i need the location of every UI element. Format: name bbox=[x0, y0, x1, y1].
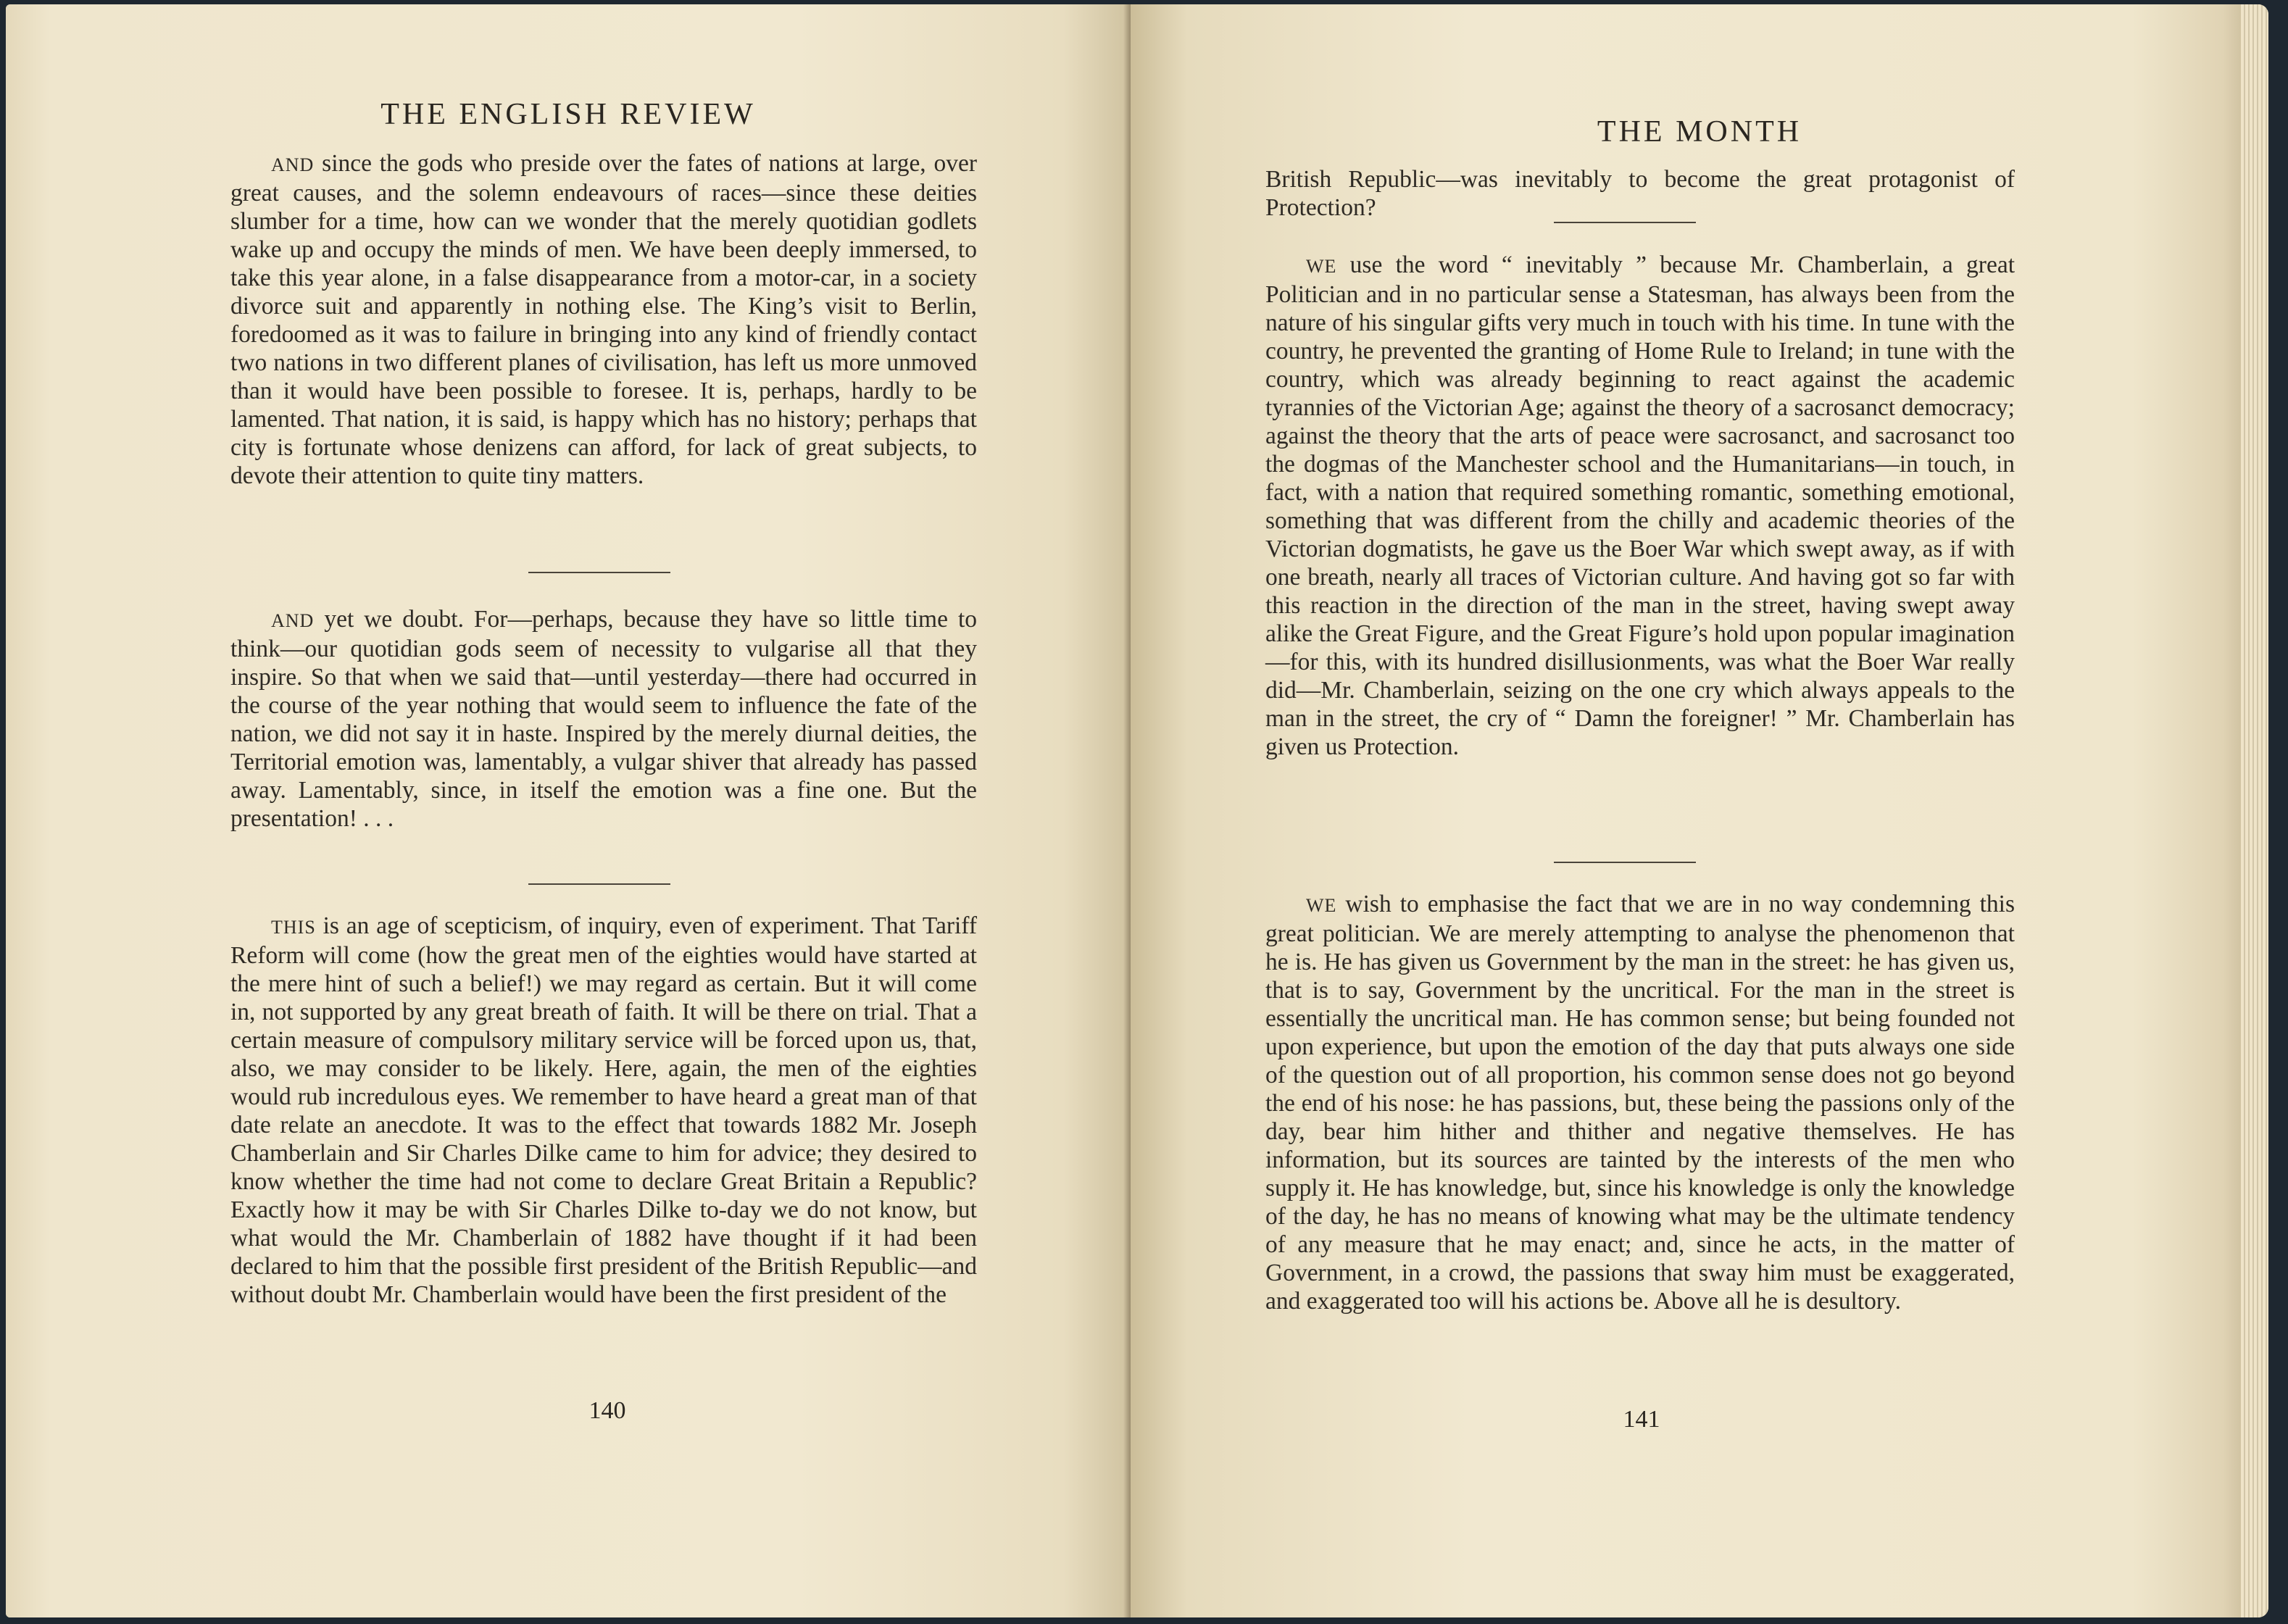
right-page bbox=[1131, 4, 2268, 1617]
page-number: 140 bbox=[588, 1397, 626, 1424]
section-divider bbox=[1554, 222, 1696, 223]
continuation-text bbox=[1265, 165, 2015, 222]
lead-smallcaps: AND bbox=[271, 610, 315, 631]
paragraph bbox=[230, 912, 977, 1309]
paragraph bbox=[230, 605, 977, 833]
paragraph-text: is an age of scepticism, of inquiry, even of experiment. That Tariff Reform will come (how the great men of the eighties would have started at the mere hint of such a belief!) we may regard as certain. But it will come in, not supported by any great breath of faith. It will be there on trial. That a certain measure of compulsory military service will be forced upon us, that, also, we may consider to be likely. Here, again, the men of the eighties would rub incredulous eyes. We remember to have heard a great man of that date relate an anecdote. It was to the effect that towards 1882 Mr. Joseph Chamberlain and Sir Charles Dilke came to him for advice; they desired to know whether the time had not come to declare Great Britain a Republic? Exactly how it may be with Sir Charles Dilke to-day we do not know, but what would the Mr. Chamberlain of 1882 have thought if it had been declared to him that the possible first president of the British Republic—and without doubt Mr. Chamberlain would have been the first president of the bbox=[230, 912, 978, 1308]
left-page bbox=[6, 4, 1131, 1617]
running-head: THE MONTH bbox=[1597, 115, 1802, 149]
paragraph-text: British Republic—was inevitably to become the great protagonist of Protection? bbox=[1265, 166, 2015, 221]
lead-smallcaps: WE bbox=[1306, 256, 1337, 277]
paragraph-text: yet we doubt. For—perhaps, because they have so little time to think—our quotidian gods seem of necessity to vulgarise all that they inspire. So that when we said that—until yesterday—there had occurred in the course of the year nothing that would seem to influence the fate of the nation, we did not say it in haste. Inspired by the merely diurnal deities, the Territorial emotion was, lamentably, a vulgar shiver that already has passed away. Lamentably, since, in itself the emotion was a fine one. But the presentation! . . . bbox=[230, 606, 978, 832]
section-divider bbox=[528, 883, 670, 885]
running-head: THE ENGLISH REVIEW bbox=[380, 98, 756, 131]
lead-smallcaps: AND bbox=[271, 154, 315, 175]
paragraph bbox=[230, 149, 977, 490]
paragraph-text: wish to emphasise the fact that we are in no way condemning this great politician. We are merely attempting to analyse the phenomenon that he is. He has given us Government by the man in the street: he has given us, that is to say, Government by the uncritical. For the man in the street is essentially the uncritical man. He has common sense; but being founded not upon experience, but upon the emotion of the day that puts always one side of the question out of all proportion, his common sense does not go beyond the end of his nose: he has passions, but, these being the passions only of the day, bear him hither and thither and negative themselves. He has information, but its sources are tainted by the interests of the men who supply it. He has knowledge, but, since his knowledge is only the knowledge of the day, he has no means of knowing what may be the ultimate tendency of any measure that he may enact; and, since he acts, in the matter of Government, in a crowd, the passions that sway him must be exaggerated, and exaggerated too will his actions be. Above all he is desultory. bbox=[1265, 891, 2015, 1315]
paragraph-text: since the gods who preside over the fates of nations at large, over great causes, and the solemn endeavours of races—since these deities slumber for a time, how can we wonder that the merely quotidian godlets wake up and occupy the minds of men. We have been deeply immersed, to take this year alone, in a false disappearance from a motor-car, in a society divorce suit and apparently in nothing else. The King’s visit to Berlin, foredoomed as it was to failure in bringing into any kind of friendly contact two nations in two different planes of civilisation, has left us more unmoved than it would have been possible to foresee. It is, perhaps, hardly to be lamented. That nation, it is said, is happy which has no history; perhaps that city is fortunate whose denizens can afford, for lack of great subjects, to devote their attention to quite tiny matters. bbox=[230, 150, 978, 489]
page-number: 141 bbox=[1623, 1406, 1660, 1433]
paragraph-text: use the word “ inevitably ” because Mr. Chamberlain, a great Politician and in no particular sense a Statesman, has always been from the nature of his singular gifts very much in touch with his time. In tune with the country, he prevented the granting of Home Rule to Ireland; in tune with the country, which was already beginning to react against the academic tyrannies of the Victorian Age; against the theory of a sacrosanct democracy; against the theory that the arts of peace were sacrosanct, and sacrosanct too the dogmas of the Manchester school and the Humanitarians—in touch, in fact, with a nation that required something romantic, something emotional, something that was different from the chilly and academic theories of the Victorian dogmatists, he gave us the Boer War which swept away, as if with one breath, nearly all traces of Victorian culture. And having got so far with this reaction in the direction of the man in the street, having swept away alike the Great Figure, and the Great Figure’s hold upon popular imagination—for this, with its hundred disillusionments, was what the Boer War really did—Mr. Chamberlain, seizing on the one cry which always appeals to the man in the street, the cry of “ Damn the foreigner! ” Mr. Chamberlain has given us Protection. bbox=[1265, 251, 2015, 760]
page-edges bbox=[2241, 4, 2268, 1617]
lead-smallcaps: WE bbox=[1306, 895, 1337, 916]
paragraph bbox=[1265, 251, 2015, 761]
section-divider bbox=[528, 572, 670, 573]
lead-smallcaps: THIS bbox=[271, 917, 316, 938]
book-spread bbox=[6, 4, 2268, 1617]
section-divider bbox=[1554, 862, 1696, 863]
paragraph bbox=[1265, 890, 2015, 1315]
